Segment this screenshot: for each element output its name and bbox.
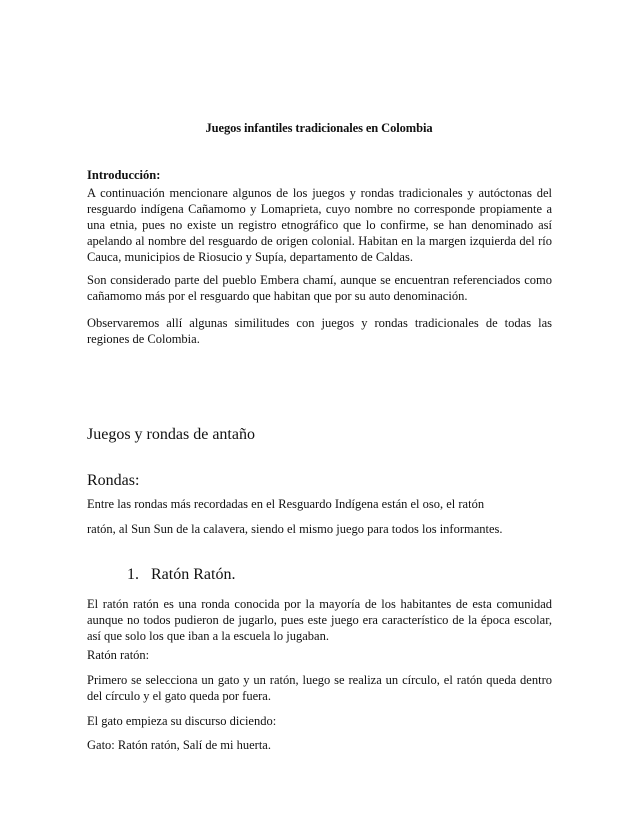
list-item-label: Ratón Ratón.	[151, 566, 236, 583]
intro-paragraph: Son considerado parte del pueblo Embera chamí, aunque se encuentran referenciados como cañamomo más por el resguardo que habitan que por su auto denominación.	[87, 273, 552, 303]
intro-heading: Introducción:	[87, 168, 161, 182]
raton-paragraph: El gato empieza su discurso diciendo:	[87, 714, 277, 728]
intro-paragraph: Observaremos allí algunas similitudes con juegos y rondas tradicionales de todas las regiones de Colombia.	[87, 316, 552, 346]
section-heading: Juegos y rondas de antaño	[87, 426, 255, 443]
rondas-paragraph: Entre las rondas más recordadas en el Resguardo Indígena están el oso, el ratón	[87, 497, 485, 511]
raton-paragraph: Ratón ratón:	[87, 648, 150, 662]
rondas-heading: Rondas:	[87, 472, 140, 489]
numbered-item	[127, 566, 235, 584]
rondas-paragraph: ratón, al Sun Sun de la calavera, siendo el mismo juego para todos los informantes.	[87, 522, 503, 536]
raton-paragraph: El ratón ratón es una ronda conocida por la mayoría de los habitantes de esta comunidad aunque no todos pudieron de jugarlo, pues este juego era característico de la época escolar, así que solo los que iban a la escuela lo jugaban.	[87, 597, 552, 643]
document-title: Juegos infantiles tradicionales en Colombia	[205, 121, 433, 135]
list-number: 1.	[127, 566, 139, 583]
raton-paragraph: Primero se selecciona un gato y un ratón, luego se realiza un círculo, el ratón queda dentro del círculo y el gato queda por fuera.	[87, 673, 552, 703]
raton-paragraph: Gato: Ratón ratón, Salí de mi huerta.	[87, 738, 271, 752]
intro-paragraph: A continuación mencionare algunos de los juegos y rondas tradicionales y autóctonas del resguardo indígena Cañamomo y Lomaprieta, cuyo nombre no corresponde propiamente a una etnia, pues no existe un registro etnográfico que lo confirme, se han denominado así apelando al nombre del resguardo de origen colonial. Habitan en la margen izquierda del río Cauca, municipios de Riosucio y Supía, departamento de Caldas.	[87, 186, 552, 264]
